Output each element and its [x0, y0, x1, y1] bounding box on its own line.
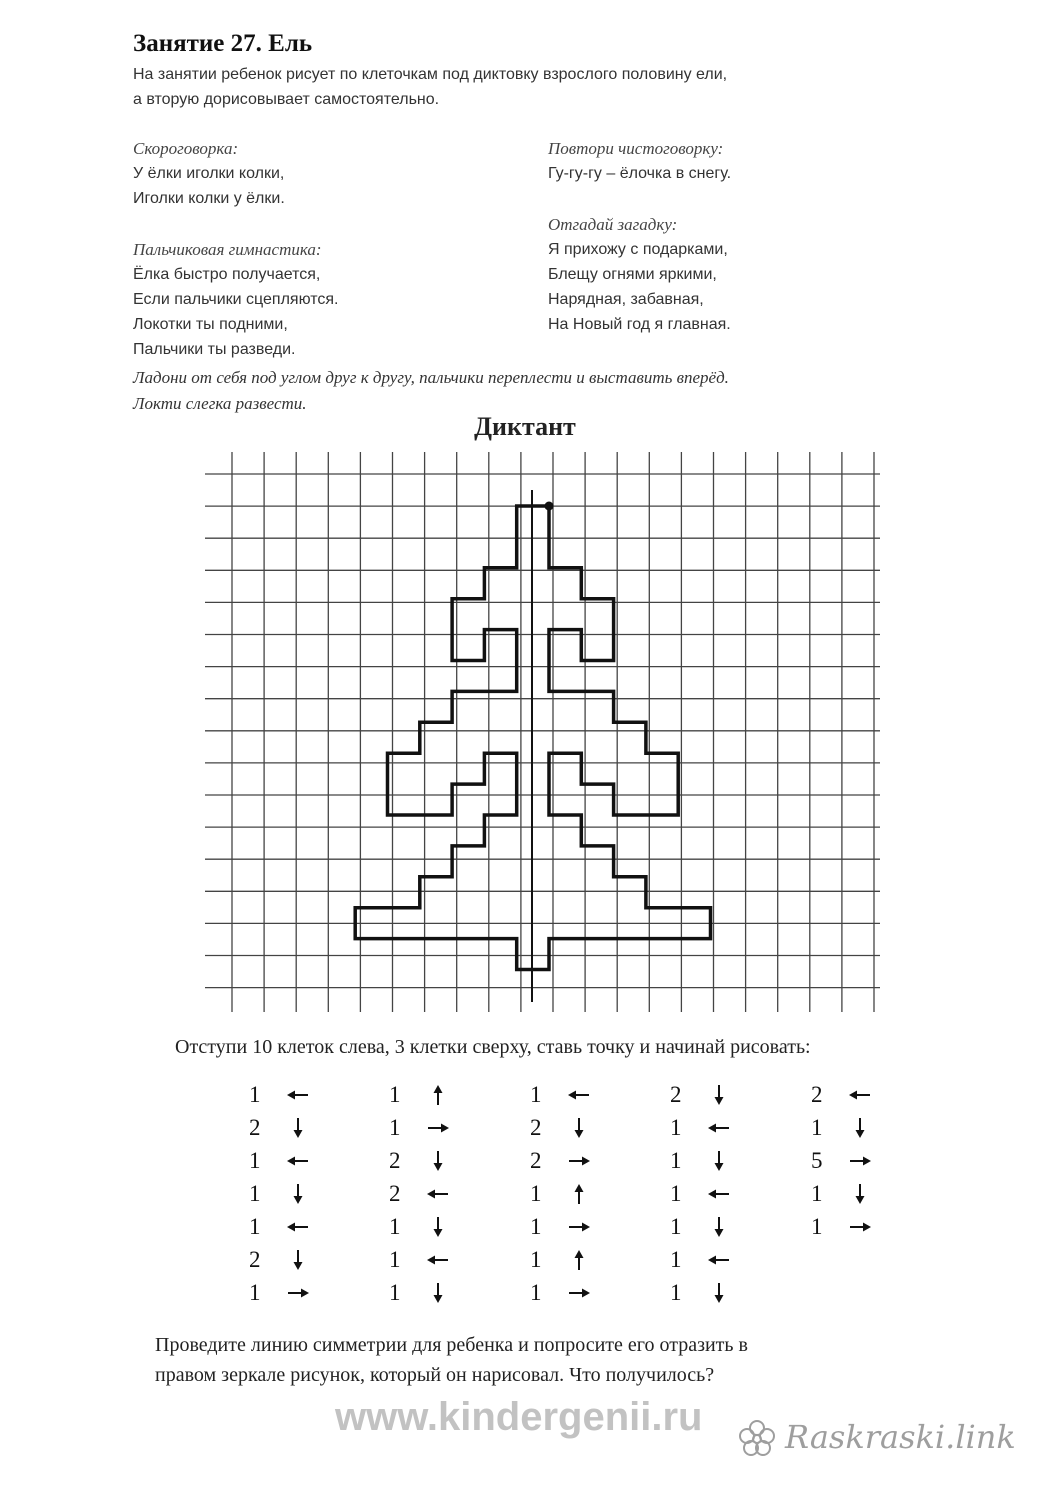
step-count: 2 — [530, 1147, 542, 1173]
closing-text — [155, 1330, 748, 1390]
arrow-down-icon — [423, 1282, 453, 1304]
lesson-title: Занятие 27. Ель — [133, 30, 313, 57]
step-row — [811, 1144, 875, 1177]
arrow-down-icon — [704, 1216, 734, 1238]
arrow-left-icon — [283, 1088, 313, 1102]
step-row — [530, 1111, 594, 1144]
step-count: 1 — [670, 1246, 682, 1272]
step-count: 2 — [670, 1081, 682, 1107]
step-row — [670, 1210, 734, 1243]
step-column — [811, 1078, 875, 1243]
arrow-left-icon — [423, 1187, 453, 1201]
step-row — [811, 1078, 875, 1111]
riddle-line: Я прихожу с подарками, — [548, 241, 728, 258]
step-count: 1 — [249, 1279, 261, 1305]
arrow-right-icon — [564, 1286, 594, 1300]
step-column — [389, 1078, 453, 1309]
step-row — [811, 1111, 875, 1144]
arrow-down-icon — [704, 1282, 734, 1304]
step-row — [670, 1243, 734, 1276]
riddle-heading: Отгадай загадку: — [548, 215, 678, 234]
arrow-left-icon — [423, 1253, 453, 1267]
step-row — [249, 1243, 313, 1276]
step-row — [530, 1243, 594, 1276]
step-count: 1 — [530, 1081, 542, 1107]
step-count: 1 — [249, 1147, 261, 1173]
step-column — [530, 1078, 594, 1309]
dictation-instruction: Отступи 10 клеток слева, 3 клетки сверху, ставь точку и начинай рисовать: — [175, 1036, 811, 1058]
step-row — [670, 1177, 734, 1210]
arrow-down-icon — [564, 1117, 594, 1139]
arrow-up-icon — [564, 1249, 594, 1271]
site-url: www.kindergenii.ru — [335, 1395, 703, 1439]
step-count: 1 — [530, 1246, 542, 1272]
step-count: 1 — [389, 1279, 401, 1305]
arrow-down-icon — [283, 1117, 313, 1139]
closing-line: Проведите линию симметрии для ребенка и попросите его отразить в — [155, 1334, 748, 1356]
step-count: 2 — [811, 1081, 823, 1107]
step-row — [530, 1078, 594, 1111]
finger-gym-heading: Пальчиковая гимнастика: — [133, 240, 322, 259]
arrow-left-icon — [704, 1121, 734, 1135]
step-count: 2 — [389, 1147, 401, 1173]
step-count: 1 — [389, 1213, 401, 1239]
arrow-down-icon — [704, 1084, 734, 1106]
step-count: 1 — [670, 1147, 682, 1173]
step-count: 1 — [389, 1114, 401, 1140]
step-row — [389, 1144, 453, 1177]
riddle-line: Нарядная, забавная, — [548, 291, 704, 308]
flower-logo-icon — [737, 1418, 777, 1458]
pure-phrase-line: Гу-гу-гу – ёлочка в снегу. — [548, 165, 732, 182]
riddle-line: На Новый год я главная. — [548, 316, 731, 333]
arrow-up-icon — [423, 1084, 453, 1106]
tongue-twister-line: Иголки колки у ёлки. — [133, 190, 285, 207]
dictation-title: Диктант — [474, 412, 576, 441]
step-count: 5 — [811, 1147, 823, 1173]
step-row — [670, 1276, 734, 1309]
watermark: Raskraski.link — [785, 1418, 1016, 1456]
arrow-down-icon — [423, 1216, 453, 1238]
step-column — [670, 1078, 734, 1309]
arrow-down-icon — [423, 1150, 453, 1172]
step-count: 1 — [389, 1081, 401, 1107]
step-row — [389, 1177, 453, 1210]
step-row — [389, 1111, 453, 1144]
step-count: 1 — [530, 1213, 542, 1239]
arrow-right-icon — [564, 1220, 594, 1234]
step-count: 2 — [389, 1180, 401, 1206]
step-row — [670, 1078, 734, 1111]
arrow-left-icon — [283, 1220, 313, 1234]
step-row — [811, 1210, 875, 1243]
intro-line: На занятии ребенок рисует по клеточкам под диктовку взрослого половину ели, — [133, 66, 728, 83]
step-count: 2 — [530, 1114, 542, 1140]
step-row — [249, 1177, 313, 1210]
arrow-right-icon — [845, 1220, 875, 1234]
arrow-left-icon — [564, 1088, 594, 1102]
closing-line: правом зеркале рисунок, который он нарисовал. Что получилось? — [155, 1364, 715, 1386]
step-row — [670, 1144, 734, 1177]
arrow-down-icon — [845, 1117, 875, 1139]
step-count: 2 — [249, 1246, 261, 1272]
gym-instruction-line: Локти слегка развести. — [133, 394, 307, 413]
step-row — [249, 1210, 313, 1243]
step-count: 1 — [670, 1213, 682, 1239]
arrow-left-icon — [704, 1187, 734, 1201]
step-row — [389, 1210, 453, 1243]
step-count: 1 — [811, 1114, 823, 1140]
arrow-left-icon — [845, 1088, 875, 1102]
step-count: 1 — [811, 1213, 823, 1239]
pure-phrase-heading: Повтори чистоговорку: — [548, 139, 724, 158]
step-row — [249, 1078, 313, 1111]
step-count: 1 — [530, 1180, 542, 1206]
step-count: 1 — [249, 1213, 261, 1239]
step-row — [530, 1210, 594, 1243]
step-count: 1 — [670, 1114, 682, 1140]
arrow-right-icon — [845, 1154, 875, 1168]
step-count: 1 — [670, 1180, 682, 1206]
riddle-line: Блещу огнями яркими, — [548, 266, 717, 283]
grid-lines — [205, 452, 880, 1012]
arrow-up-icon — [564, 1183, 594, 1205]
step-row — [249, 1144, 313, 1177]
step-row — [811, 1177, 875, 1210]
arrow-down-icon — [283, 1183, 313, 1205]
arrow-down-icon — [283, 1249, 313, 1271]
arrow-left-icon — [283, 1154, 313, 1168]
step-row — [530, 1276, 594, 1309]
arrow-left-icon — [704, 1253, 734, 1267]
finger-gym-line: Локотки ты подними, — [133, 316, 288, 333]
arrow-right-icon — [283, 1286, 313, 1300]
step-count: 1 — [249, 1180, 261, 1206]
step-row — [530, 1177, 594, 1210]
step-count: 1 — [811, 1180, 823, 1206]
arrow-right-icon — [423, 1121, 453, 1135]
step-row — [249, 1276, 313, 1309]
finger-gym-line: Ёлка быстро получается, — [133, 266, 321, 283]
arrow-down-icon — [845, 1183, 875, 1205]
finger-gym-line: Если пальчики сцепляются. — [133, 291, 339, 308]
start-dot — [545, 502, 554, 511]
step-row — [389, 1243, 453, 1276]
step-count: 1 — [249, 1081, 261, 1107]
step-row — [670, 1111, 734, 1144]
arrow-down-icon — [704, 1150, 734, 1172]
step-row — [249, 1111, 313, 1144]
step-row — [389, 1276, 453, 1309]
finger-gym-line: Пальчики ты разведи. — [133, 341, 296, 358]
tongue-twister-heading: Скороговорка: — [133, 139, 239, 158]
tongue-twister-line: У ёлки иголки колки, — [133, 165, 285, 182]
step-count: 1 — [670, 1279, 682, 1305]
step-count: 2 — [249, 1114, 261, 1140]
step-column — [249, 1078, 313, 1309]
gym-instruction-line: Ладони от себя под углом друг к другу, пальчики переплести и выставить вперёд. — [133, 368, 729, 387]
step-row — [530, 1144, 594, 1177]
step-count: 1 — [530, 1279, 542, 1305]
intro-line: а вторую дорисовывает самостоятельно. — [133, 91, 440, 108]
step-count: 1 — [389, 1246, 401, 1272]
arrow-right-icon — [564, 1154, 594, 1168]
step-row — [389, 1078, 453, 1111]
